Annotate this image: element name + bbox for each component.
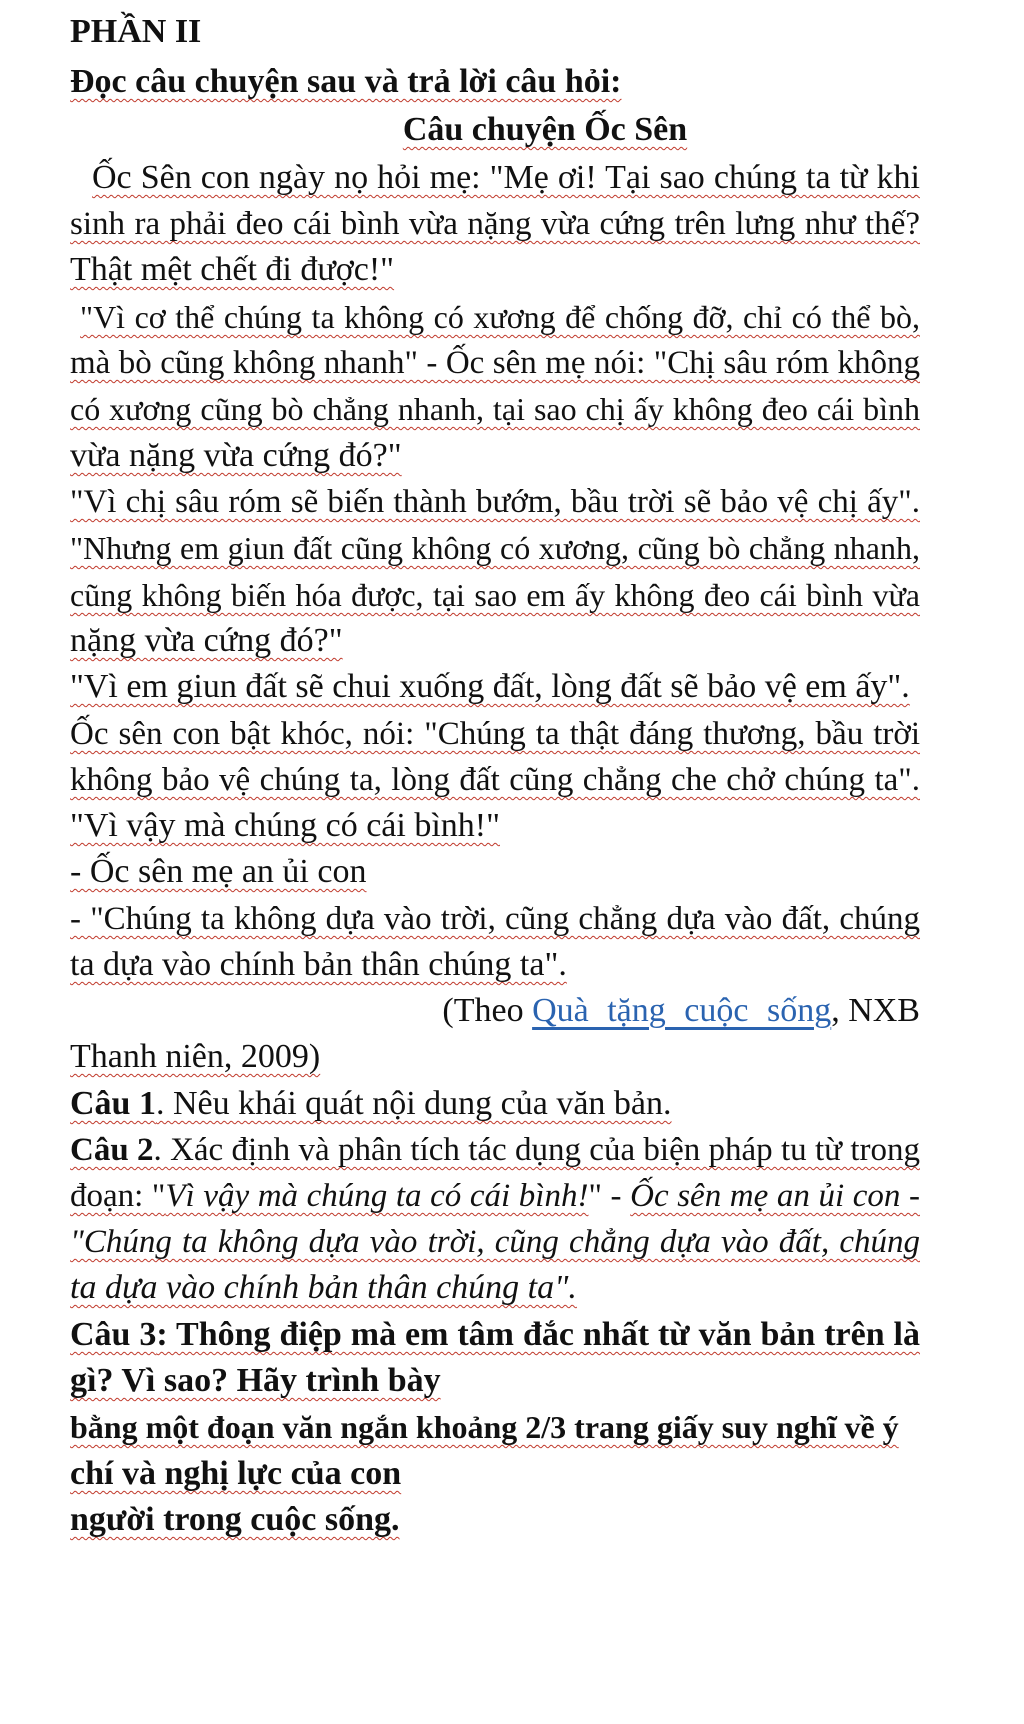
story-line: sinh ra phải đeo cái bình vừa nặng vừa cứng trên lưng như thế? bbox=[70, 206, 920, 242]
story-line: "Vì chị sâu róm sẽ biến thành bướm, bầu trời sẽ bảo vệ chị ấy". bbox=[70, 484, 920, 520]
story-title: Câu chuyện Ốc Sên bbox=[402, 111, 688, 148]
question-3: Câu 3: Thông điệp mà em tâm đắc nhất từ văn bản trên là bbox=[70, 1316, 920, 1353]
story-line: Ốc Sên con ngày nọ hỏi mẹ: "Mẹ ơi! Tại sao chúng ta từ khi bbox=[92, 159, 920, 196]
story-line: nặng vừa cứng đó?" bbox=[70, 622, 343, 659]
story-line: cũng không biến hóa được, tại sao em ấy không đeo cái bình vừa bbox=[70, 577, 920, 613]
question-2-line: đoạn: "Vì vậy mà chúng ta có cái bình!" - Ốc sên mẹ an ủi con - bbox=[70, 1178, 920, 1214]
source-citation: (Theo Quà tặng cuộc sống, NXB bbox=[442, 992, 920, 1029]
story-line: "Vì em giun đất sẽ chui xuống đất, lòng đất sẽ bảo vệ em ấy". bbox=[70, 668, 910, 705]
story-line: không bảo vệ chúng ta, lòng đất cũng chẳng che chở chúng ta". bbox=[70, 762, 920, 798]
story-line: mà bò cũng không nhanh" - Ốc sên mẹ nói: "Chị sâu róm không bbox=[70, 345, 920, 381]
book-title-link[interactable]: Quà tặng cuộc sống bbox=[532, 992, 832, 1029]
question-3-line: gì? Vì sao? Hãy trình bày bbox=[70, 1362, 441, 1399]
section-heading: PHẦN II bbox=[70, 13, 202, 50]
story-line: ta dựa vào chính bản thân chúng ta". bbox=[70, 946, 567, 983]
question-2: Câu 2. Xác định và phân tích tác dụng của biện pháp tu từ trong bbox=[70, 1132, 920, 1168]
question-2-line: "Chúng ta không dựa vào trời, cũng chẳng dựa vào đất, chúng bbox=[70, 1224, 920, 1260]
story-line: - "Chúng ta không dựa vào trời, cũng chẳng dựa vào đất, chúng bbox=[70, 901, 920, 937]
story-line: "Vì cơ thể chúng ta không có xương để chống đỡ, chỉ có thể bò, bbox=[80, 299, 920, 335]
story-line: "Vì vậy mà chúng có cái bình!" bbox=[70, 807, 500, 844]
instruction: Đọc câu chuyện sau và trả lời câu hỏi: bbox=[70, 63, 622, 100]
story-line: có xương cũng bò chẳng nhanh, tại sao chị ấy không đeo cái bình bbox=[70, 391, 920, 427]
question-3-line: bằng một đoạn văn ngắn khoảng 2/3 trang giấy suy nghĩ về ý bbox=[70, 1409, 899, 1445]
story-line: "Nhưng em giun đất cũng không có xương, cũng bò chẳng nhanh, bbox=[70, 530, 920, 566]
question-3-line: chí và nghị lực của con bbox=[70, 1455, 402, 1492]
question-1: Câu 1. Nêu khái quát nội dung của văn bản. bbox=[70, 1085, 672, 1122]
story-line: Ốc sên con bật khóc, nói: "Chúng ta thật đáng thương, bầu trời bbox=[70, 716, 920, 752]
question-3-line: người trong cuộc sống. bbox=[70, 1501, 400, 1538]
story-line: Thật mệt chết đi được!" bbox=[70, 251, 395, 288]
story-line: vừa nặng vừa cứng đó?" bbox=[70, 437, 402, 474]
story-line: - Ốc sên mẹ an ủi con bbox=[70, 853, 367, 890]
question-2-line: ta dựa vào chính bản thân chúng ta". bbox=[70, 1269, 577, 1306]
source-citation-line2: Thanh niên, 2009) bbox=[70, 1038, 321, 1075]
